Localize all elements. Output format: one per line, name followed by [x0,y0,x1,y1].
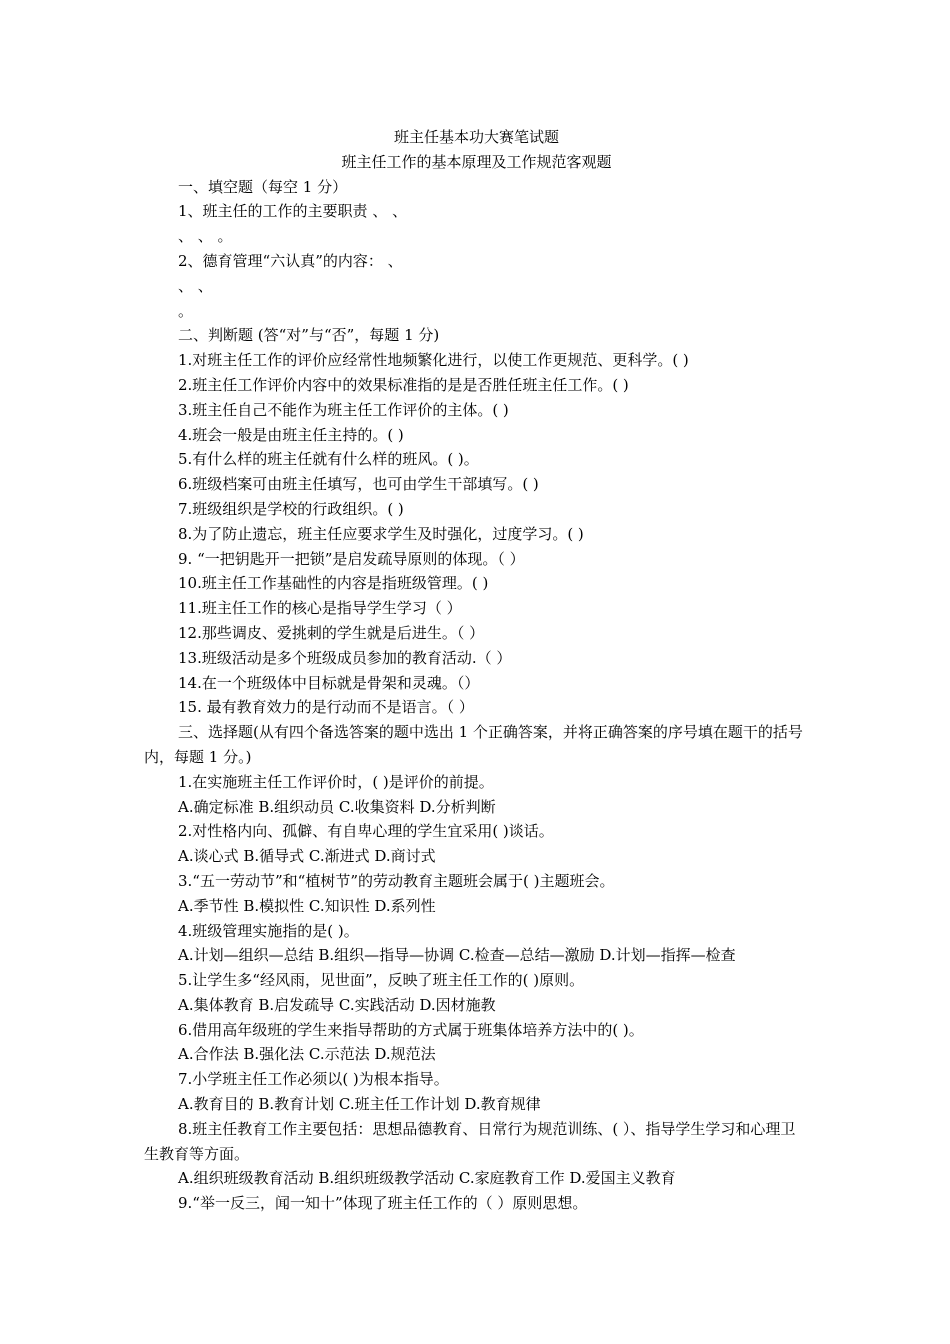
choice-options: A.集体教育 B.启发疏导 C.实践活动 D.因材施教 [178,995,496,1014]
judge-item: 4.班会一般是由班主任主持的。( ) [178,425,404,444]
choice-question: 8.班主任教育工作主要包括：思想品德教育、日常行为规范训练、( ）、指导学生学习和心理卫生教育等方面。 [144,1119,796,1163]
choice-question: 3.“五一劳动节”和“植树节”的劳动教育主题班会属于( )主题班会。 [178,871,615,890]
judge-section-heading: 二、判断题 (答“对”与“否”，每题 1 分) [178,326,440,345]
judge-item: 14.在一个班级体中目标就是骨架和灵魂。（） [178,673,480,692]
fill-question-1: 1、班主任的工作的主要职责 、 、 [178,202,408,221]
judge-item: 9. “一把钥匙开一把锁”是启发疏导原则的体现。（ ） [178,549,525,568]
choice-question: 5.让学生多“经风雨，见世面”，反映了班主任工作的( )原则。 [178,971,585,990]
judge-item: 1.对班主任工作的评价应经常性地频繁化进行，以使工作更规范、更科学。( ) [178,351,689,370]
choice-options: A.组织班级教育活动 B.组织班级教学活动 C.家庭教育工作 D.爱国主义教育 [178,1169,676,1188]
fill-question-2-end: 。 [178,301,194,320]
choice-question: 4.班级管理实施指的是( )。 [178,921,359,940]
choice-options: A.谈心式 B.循导式 C.渐进式 D.商讨式 [178,847,436,866]
judge-item: 7.班级组织是学校的行政组织。( ) [178,499,404,518]
fill-question-1-cont: 、 、 。 [178,227,233,246]
document-body [144,125,809,1216]
judge-item: 11.班主任工作的核心是指导学生学习（ ） [178,599,462,618]
fill-section-heading: 一、填空题（每空 1 分） [178,177,348,196]
choice-question: 1.在实施班主任工作评价时，( )是评价的前提。 [178,772,494,791]
judge-item: 10.班主任工作基础性的内容是指班级管理。( ) [178,574,489,593]
page-title: 班主任基本功大赛笔试题 [393,128,559,146]
choice-options: A.计划—组织—总结 B.组织—指导—协调 C.检查—总结—激励 D.计划—指挥—检查 [178,946,736,965]
judge-item: 3.班主任自己不能作为班主任工作评价的主体。( ) [178,400,509,419]
choice-options: A.确定标准 B.组织动员 C.收集资料 D.分析判断 [178,797,496,816]
judge-item: 2.班主任工作评价内容中的效果标准指的是是否胜任班主任工作。( ) [178,375,629,394]
choice-question: 2.对性格内向、孤僻、有自卑心理的学生宜采用( )谈话。 [178,822,554,841]
fill-question-2: 2、德育管理“六认真”的内容： 、 [178,251,403,270]
judge-item: 15. 最有教育效力的是行动而不是语言。（ ） [178,698,474,717]
choice-options: A.教育目的 B.教育计划 C.班主任工作计划 D.教育规律 [178,1095,541,1114]
page-subtitle: 班主任工作的基本原理及工作规范客观题 [341,152,612,171]
judge-item: 5.有什么样的班主任就有什么样的班风。( )。 [178,450,479,469]
judge-item: 13.班级活动是多个班级成员参加的教育活动.（ ） [178,648,512,667]
choice-question: 9.“举一反三，闻一知十”体现了班主任工作的（ ）原则思想。 [178,1194,588,1213]
choice-question: 7.小学班主任工作必须以( )为根本指导。 [178,1070,449,1089]
choice-question: 6.借用高年级班的学生来指导帮助的方式属于班集体培养方法中的( )。 [178,1020,644,1039]
judge-item: 8.为了防止遗忘，班主任应要求学生及时强化，过度学习。( ) [178,524,584,543]
judge-item: 12.那些调皮、爱挑刺的学生就是后进生。（ ） [178,623,485,642]
fill-question-2-cont: 、 、 [178,276,213,295]
judge-item: 6.班级档案可由班主任填写，也可由学生干部填写。( ) [178,475,539,494]
choice-options: A.合作法 B.强化法 C.示范法 D.规范法 [178,1045,436,1064]
choice-section-heading: 三、选择题(从有四个备选答案的题中选出 1 个正确答案，并将正确答案的序号填在题干的括号内，每题 1 分。) [144,723,803,766]
choice-options: A.季节性 B.模拟性 C.知识性 D.系列性 [178,896,436,915]
